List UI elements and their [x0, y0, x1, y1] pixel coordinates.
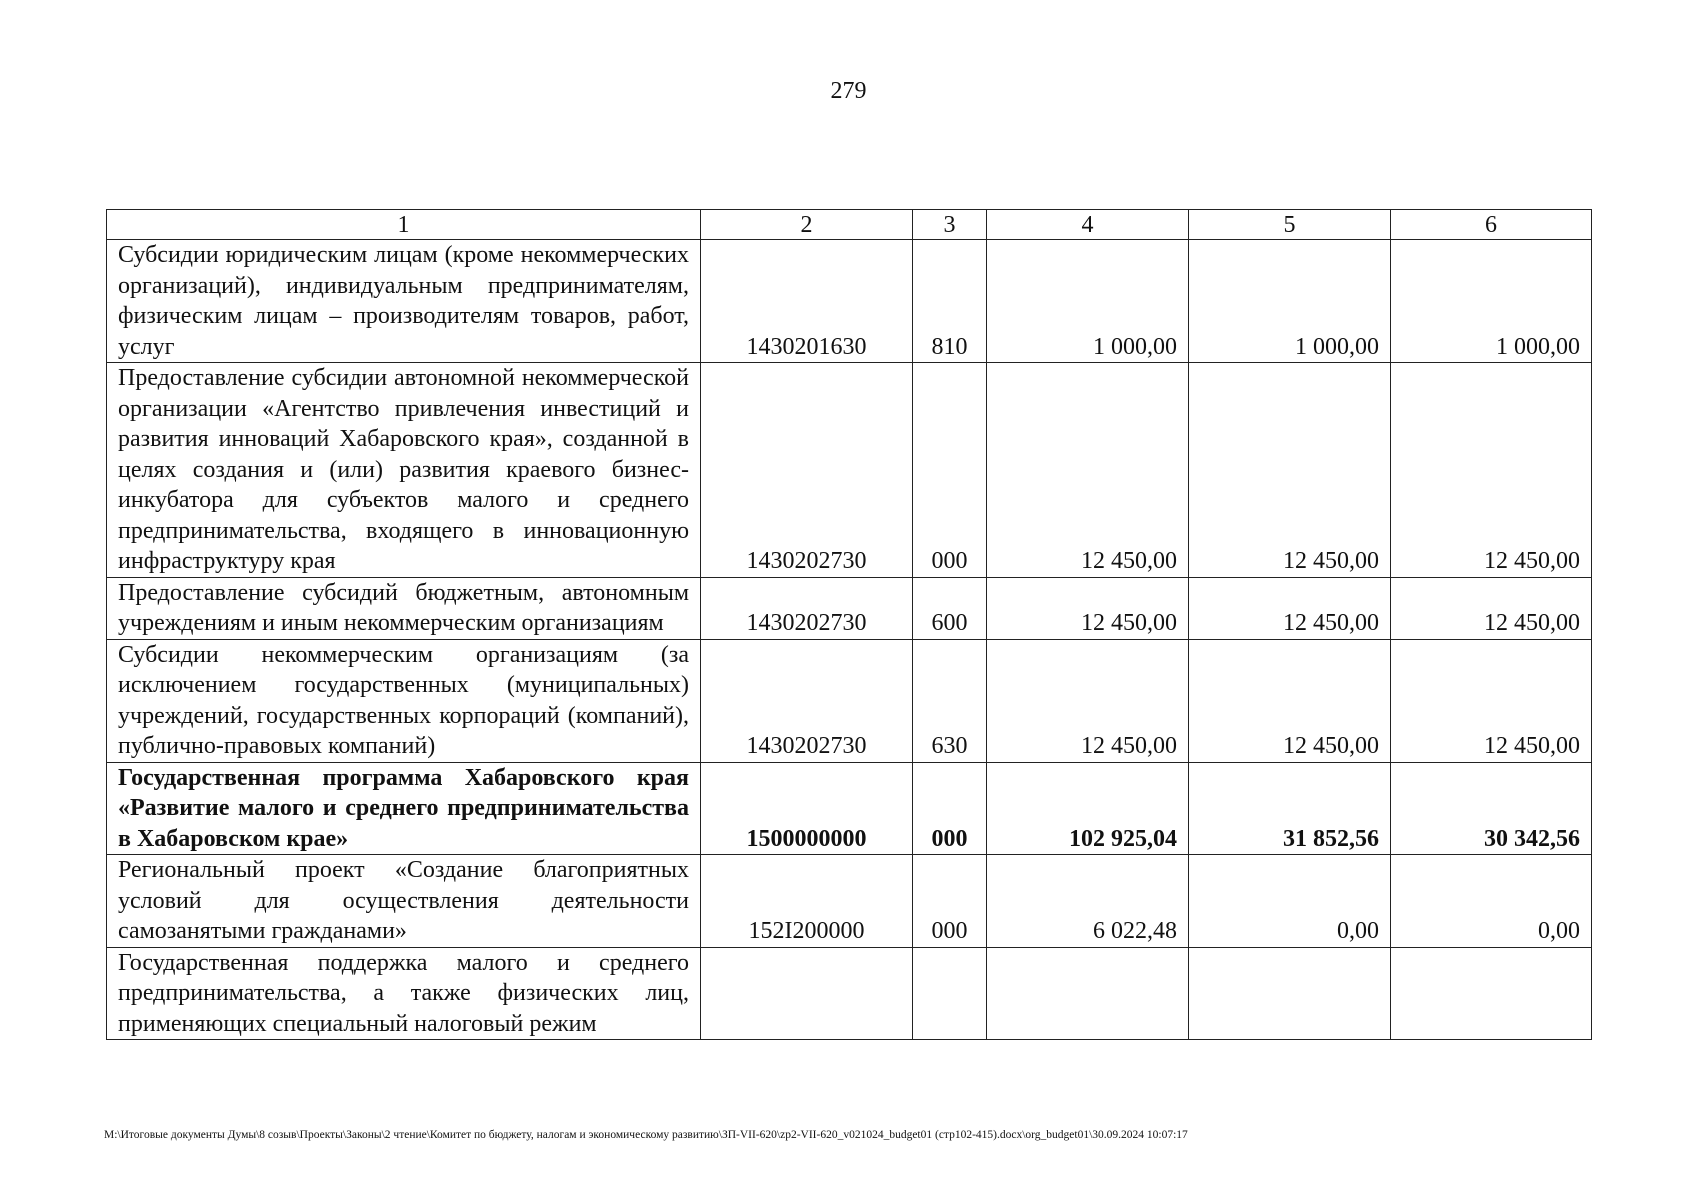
column-header: 3: [913, 210, 987, 240]
table-row: [107, 947, 1592, 1040]
amount-col-5: 31 852,56: [1189, 762, 1391, 855]
column-header: 4: [987, 210, 1189, 240]
target-article-code: [701, 947, 913, 1040]
amount-col-6: 12 450,00: [1391, 577, 1592, 639]
row-description: Государственная поддержка малого и среднего предпринимательства, а также физических лиц, применяющих специальный налоговый режим: [107, 947, 701, 1040]
target-article-code: 1430201630: [701, 240, 913, 363]
table-row: [107, 639, 1592, 762]
document-file-path: M:\Итоговые документы Думы\8 созыв\Проекты\Законы\2 чтение\Комитет по бюджету, налогам и экономическому развитию\ЗП-VII-620\zp2-VII-620_v021024_budget01 (стр102-415).docx\org_budget01\30.09.2024 10:07:17: [104, 1129, 1188, 1141]
amount-col-5: 0,00: [1189, 855, 1391, 948]
target-article-code: 1430202730: [701, 639, 913, 762]
amount-col-4: 12 450,00: [987, 639, 1189, 762]
amount-col-6: 12 450,00: [1391, 639, 1592, 762]
amount-col-5: 12 450,00: [1189, 577, 1391, 639]
expense-type-code: 000: [913, 363, 987, 578]
expense-type-code: 600: [913, 577, 987, 639]
amount-col-5: 1 000,00: [1189, 240, 1391, 363]
row-description: Предоставление субсидии автономной некоммерческой организации «Агентство привлечения инвестиций и развития инноваций Хабаровского края», созданной в целях создания и (или) развития краевого бизнес-инкубатора для субъектов малого и среднего предпринимательства, входящего в инновационную инфраструктуру края: [107, 363, 701, 578]
target-article-code: 152I200000: [701, 855, 913, 948]
target-article-code: 1430202730: [701, 577, 913, 639]
table-row: [107, 240, 1592, 363]
amount-col-6: 0,00: [1391, 855, 1592, 948]
expense-type-code: 810: [913, 240, 987, 363]
table-row: [107, 363, 1592, 578]
column-header: 5: [1189, 210, 1391, 240]
row-description: Региональный проект «Создание благоприятных условий для осуществления деятельности самозанятыми гражданами»: [107, 855, 701, 948]
amount-col-6: 1 000,00: [1391, 240, 1592, 363]
table-row: [107, 577, 1592, 639]
amount-col-6: [1391, 947, 1592, 1040]
expense-type-code: 000: [913, 762, 987, 855]
amount-col-4: 1 000,00: [987, 240, 1189, 363]
amount-col-6: 12 450,00: [1391, 363, 1592, 578]
budget-table: [106, 209, 1592, 1040]
amount-col-4: 12 450,00: [987, 363, 1189, 578]
expense-type-code: [913, 947, 987, 1040]
amount-col-4: 6 022,48: [987, 855, 1189, 948]
amount-col-4: 12 450,00: [987, 577, 1189, 639]
amount-col-4: [987, 947, 1189, 1040]
target-article-code: 1430202730: [701, 363, 913, 578]
column-header: 2: [701, 210, 913, 240]
column-header: 1: [107, 210, 701, 240]
row-description: Субсидии юридическим лицам (кроме некоммерческих организаций), индивидуальным предпринимателям, физическим лицам – производителям товаров, работ, услуг: [107, 240, 701, 363]
row-description: Государственная программа Хабаровского края «Развитие малого и среднего предпринимательства в Хабаровском крае»: [107, 762, 701, 855]
amount-col-5: 12 450,00: [1189, 363, 1391, 578]
amount-col-6: 30 342,56: [1391, 762, 1592, 855]
expense-type-code: 630: [913, 639, 987, 762]
expense-type-code: 000: [913, 855, 987, 948]
amount-col-5: [1189, 947, 1391, 1040]
row-description: Субсидии некоммерческим организациям (за исключением государственных (муниципальных) учреждений, государственных корпораций (компаний), публично-правовых компаний): [107, 639, 701, 762]
amount-col-5: 12 450,00: [1189, 639, 1391, 762]
row-description: Предоставление субсидий бюджетным, автономным учреждениям и иным некоммерческим организациям: [107, 577, 701, 639]
amount-col-4: 102 925,04: [987, 762, 1189, 855]
table-row: [107, 855, 1592, 948]
header-row: [107, 210, 1592, 240]
target-article-code: 1500000000: [701, 762, 913, 855]
table-row-program: [107, 762, 1592, 855]
page-number: 279: [830, 78, 867, 104]
column-header: 6: [1391, 210, 1592, 240]
